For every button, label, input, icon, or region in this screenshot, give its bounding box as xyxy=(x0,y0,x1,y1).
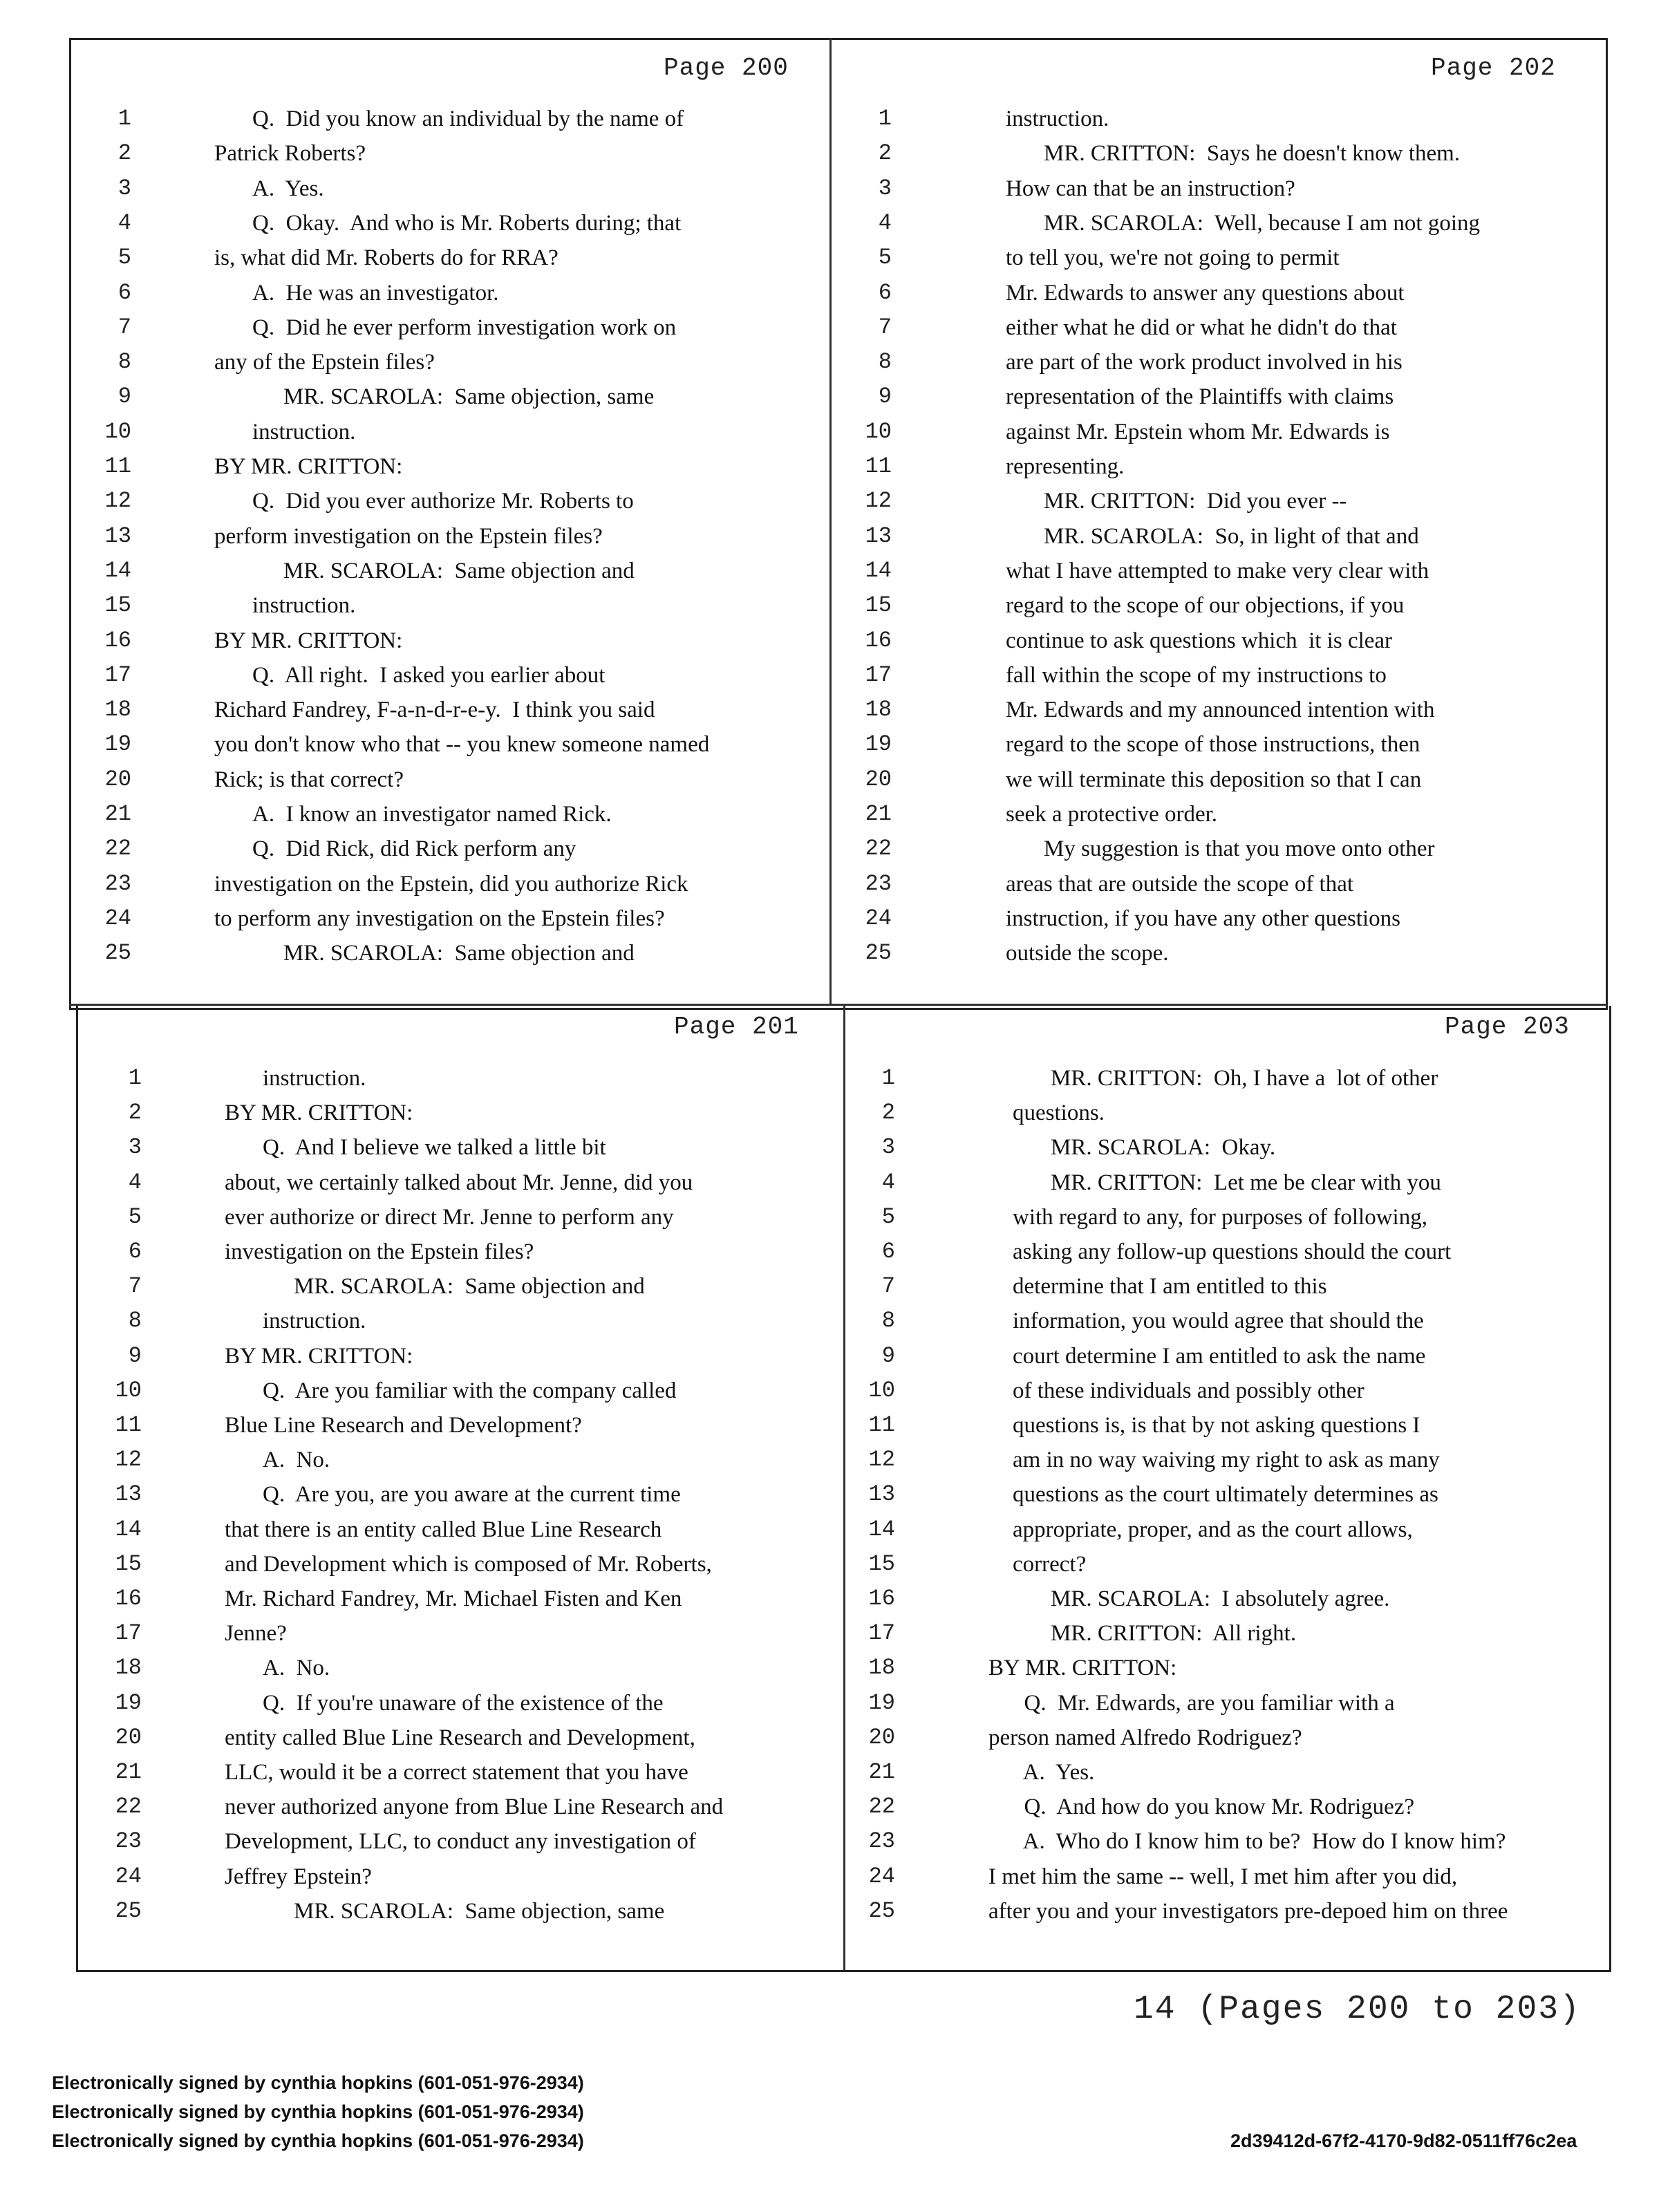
line-number: 14 xyxy=(868,1516,895,1542)
line-number: 3 xyxy=(881,1134,895,1161)
line-number: 1 xyxy=(128,1065,142,1091)
line-number: 19 xyxy=(115,1689,142,1716)
transcript-line: MR. SCAROLA: Well, because I am not going xyxy=(1044,210,1481,236)
line-number: 17 xyxy=(104,662,131,688)
line-number: 8 xyxy=(118,349,131,375)
page-number-label: Page 200 xyxy=(664,54,789,82)
line-number: 5 xyxy=(881,1203,895,1230)
transcript-line: appropriate, proper, and as the court allows, xyxy=(1013,1517,1413,1542)
line-number: 14 xyxy=(115,1516,142,1542)
transcript-line: MR. SCAROLA: I absolutely agree. xyxy=(1051,1586,1390,1611)
line-number: 12 xyxy=(868,1447,895,1473)
line-number: 4 xyxy=(878,209,892,236)
transcript-line: Q. If you're unaware of the existence of the xyxy=(263,1690,664,1716)
line-number: 1 xyxy=(881,1065,895,1091)
transcript-line: is, what did Mr. Roberts do for RRA? xyxy=(214,245,559,271)
line-number: 11 xyxy=(868,1412,895,1438)
line-number: 11 xyxy=(865,453,892,479)
line-number: 21 xyxy=(115,1759,142,1785)
transcript-line: never authorized anyone from Blue Line Research and xyxy=(225,1794,724,1820)
transcript-line: My suggestion is that you move onto other xyxy=(1044,836,1435,862)
line-number: 13 xyxy=(104,523,131,549)
transcript-line: am in no way waiving my right to ask as many xyxy=(1013,1447,1440,1473)
column-divider-bottom xyxy=(843,1006,845,1970)
line-number: 18 xyxy=(115,1655,142,1681)
transcript-line: Q. Are you, are you aware at the current time xyxy=(263,1482,681,1508)
transcript-line: Mr. Richard Fandrey, Mr. Michael Fisten and Ken xyxy=(225,1586,682,1611)
line-number: 21 xyxy=(865,801,892,827)
line-number: 16 xyxy=(865,627,892,653)
line-number: 5 xyxy=(878,245,892,271)
line-number: 2 xyxy=(128,1100,142,1126)
transcript-line: questions as the court ultimately determines as xyxy=(1013,1482,1438,1508)
transcript-line: against Mr. Epstein whom Mr. Edwards is xyxy=(1006,419,1390,444)
transcript-line: A. I know an investigator named Rick. xyxy=(252,802,612,827)
transcript-line: MR. SCAROLA: Okay. xyxy=(1051,1135,1276,1161)
line-number: 13 xyxy=(868,1481,895,1508)
transcript-line: that there is an entity called Blue Line Research xyxy=(225,1517,662,1542)
transcript-line: either what he did or what he didn't do that xyxy=(1006,315,1397,340)
line-number: 24 xyxy=(868,1863,895,1889)
transcript-line: court determine I am entitled to ask the name xyxy=(1013,1343,1426,1369)
line-number: 3 xyxy=(878,175,892,201)
transcript-line: perform investigation on the Epstein files? xyxy=(214,523,603,549)
line-number: 12 xyxy=(104,488,131,514)
transcript-line: MR. SCAROLA: Same objection, same xyxy=(283,384,655,410)
transcript-line: Q. Did he ever perform investigation work on xyxy=(252,315,677,340)
line-number: 4 xyxy=(128,1169,142,1195)
transcript-line: instruction, if you have any other questions xyxy=(1006,906,1400,931)
line-number: 6 xyxy=(878,279,892,306)
transcript-line: to tell you, we're not going to permit xyxy=(1006,245,1340,271)
line-number: 12 xyxy=(115,1447,142,1473)
line-number: 25 xyxy=(868,1897,895,1924)
transcript-line: we will terminate this deposition so that I can xyxy=(1006,767,1422,792)
transcript-line: instruction. xyxy=(263,1309,366,1334)
transcript-line: with regard to any, for purposes of following, xyxy=(1013,1204,1427,1230)
transcript-line: A. No. xyxy=(263,1656,330,1681)
line-number: 25 xyxy=(115,1897,142,1924)
transcript-line: A. Yes. xyxy=(252,176,324,201)
page-number-label: Page 202 xyxy=(1431,54,1556,82)
document-hash: 2d39412d-67f2-4170-9d82-0511ff76c2ea xyxy=(1230,2130,1577,2151)
transcript-line: representing. xyxy=(1006,454,1125,479)
line-number: 2 xyxy=(878,140,892,167)
transcript-line: questions. xyxy=(1013,1100,1105,1126)
line-number: 17 xyxy=(865,662,892,688)
transcript-line: instruction. xyxy=(252,419,356,444)
transcript-line: BY MR. CRITTON: xyxy=(988,1656,1177,1681)
line-number: 25 xyxy=(865,940,892,966)
line-number: 17 xyxy=(868,1620,895,1647)
transcript-line: ever authorize or direct Mr. Jenne to perform any xyxy=(225,1204,674,1230)
line-number: 11 xyxy=(104,453,131,479)
line-number: 9 xyxy=(881,1342,895,1369)
line-number: 13 xyxy=(865,523,892,549)
transcript-line: BY MR. CRITTON: xyxy=(225,1100,413,1126)
transcript-line: and Development which is composed of Mr. Roberts, xyxy=(225,1551,712,1577)
transcript-line: Q. Mr. Edwards, are you familiar with a xyxy=(1013,1690,1395,1716)
line-number: 16 xyxy=(868,1586,895,1611)
transcript-line: MR. SCAROLA: Same objection and xyxy=(283,558,635,583)
transcript-line: Richard Fandrey, F-a-n-d-r-e-y. I think you said xyxy=(214,697,655,723)
line-number: 8 xyxy=(881,1308,895,1334)
line-number: 19 xyxy=(868,1689,895,1716)
line-number: 14 xyxy=(104,557,131,583)
transcript-line: any of the Epstein files? xyxy=(214,350,435,375)
transcript-line: MR. SCAROLA: So, in light of that and xyxy=(1044,523,1419,549)
line-number: 22 xyxy=(104,836,131,862)
column-divider-top xyxy=(829,38,832,1006)
line-number: 22 xyxy=(868,1794,895,1820)
line-number: 12 xyxy=(865,488,892,514)
line-number: 8 xyxy=(878,349,892,375)
line-number: 20 xyxy=(104,766,131,792)
line-number: 5 xyxy=(128,1203,142,1230)
line-number: 6 xyxy=(128,1239,142,1264)
signature-line: Electronically signed by cynthia hopkins (601-051-976-2934) xyxy=(52,2130,584,2151)
transcript-line: determine that I am entitled to this xyxy=(1013,1274,1327,1300)
line-number: 4 xyxy=(118,209,131,236)
line-number: 20 xyxy=(865,766,892,792)
line-number: 7 xyxy=(128,1273,142,1300)
transcript-line: Q. And I believe we talked a little bit xyxy=(263,1135,606,1161)
line-number: 23 xyxy=(865,870,892,897)
line-number: 9 xyxy=(118,384,131,410)
line-number: 10 xyxy=(115,1377,142,1403)
line-number: 16 xyxy=(115,1586,142,1611)
transcript-line: How can that be an instruction? xyxy=(1006,176,1295,201)
line-number: 6 xyxy=(881,1239,895,1264)
line-number: 2 xyxy=(881,1100,895,1126)
line-number: 17 xyxy=(115,1620,142,1647)
transcript-line: MR. SCAROLA: Same objection, same xyxy=(294,1898,665,1924)
line-number: 10 xyxy=(104,418,131,444)
line-number: 3 xyxy=(128,1134,142,1161)
line-number: 15 xyxy=(115,1550,142,1577)
line-number: 13 xyxy=(115,1481,142,1508)
transcript-line: to perform any investigation on the Epstein files? xyxy=(214,906,665,931)
transcript-line: I met him the same -- well, I met him after you did, xyxy=(988,1864,1458,1889)
signature-line: Electronically signed by cynthia hopkins (601-051-976-2934) xyxy=(52,2072,584,2093)
transcript-line: Jeffrey Epstein? xyxy=(225,1864,372,1889)
transcript-line: A. Who do I know him to be? How do I know him? xyxy=(1013,1829,1506,1855)
line-number: 3 xyxy=(118,175,131,201)
line-number: 16 xyxy=(104,627,131,653)
transcript-line: Q. Are you familiar with the company called xyxy=(263,1378,677,1403)
line-number: 21 xyxy=(104,801,131,827)
transcript-line: entity called Blue Line Research and Development, xyxy=(225,1725,695,1750)
transcript-line: instruction. xyxy=(263,1066,366,1091)
transcript-line: after you and your investigators pre-depoed him on three xyxy=(988,1898,1508,1924)
transcript-line: A. Yes. xyxy=(1013,1760,1095,1785)
transcript-line: BY MR. CRITTON: xyxy=(225,1343,413,1369)
transcript-line: A. No. xyxy=(263,1447,330,1473)
transcript-line: investigation on the Epstein files? xyxy=(225,1239,534,1264)
line-number: 10 xyxy=(865,418,892,444)
line-number: 24 xyxy=(104,905,131,931)
pages-range-footer: 14 (Pages 200 to 203) xyxy=(1134,1991,1581,2028)
transcript-line: representation of the Plaintiffs with claims xyxy=(1006,384,1394,410)
transcript-line: are part of the work product involved in his xyxy=(1006,350,1403,375)
line-number: 18 xyxy=(104,697,131,723)
line-number: 10 xyxy=(868,1377,895,1403)
line-number: 20 xyxy=(115,1724,142,1750)
line-number: 11 xyxy=(115,1412,142,1438)
transcript-line: MR. CRITTON: Did you ever -- xyxy=(1044,489,1347,514)
transcript-line: MR. CRITTON: All right. xyxy=(1051,1621,1297,1647)
transcript-line: MR. SCAROLA: Same objection and xyxy=(294,1274,645,1300)
transcript-line: investigation on the Epstein, did you authorize Rick xyxy=(214,871,688,897)
line-number: 19 xyxy=(865,731,892,758)
line-number: 7 xyxy=(118,314,131,340)
line-number: 7 xyxy=(881,1273,895,1300)
transcript-line: LLC, would it be a correct statement that you have xyxy=(225,1760,688,1785)
transcript-line: Q. Okay. And who is Mr. Roberts during; that xyxy=(252,210,682,236)
signature-line: Electronically signed by cynthia hopkins (601-051-976-2934) xyxy=(52,2101,584,2122)
transcript-line: of these individuals and possibly other xyxy=(1013,1378,1364,1403)
line-number: 20 xyxy=(868,1724,895,1750)
transcript-line: Q. And how do you know Mr. Rodriguez? xyxy=(1013,1794,1415,1820)
line-number: 9 xyxy=(878,384,892,410)
line-number: 18 xyxy=(865,697,892,723)
line-number: 8 xyxy=(128,1308,142,1334)
transcript-line: Rick; is that correct? xyxy=(214,767,404,792)
transcript-line: MR. CRITTON: Says he doesn't know them. xyxy=(1044,141,1461,167)
transcript-line: areas that are outside the scope of that xyxy=(1006,871,1354,897)
transcript-line: person named Alfredo Rodriguez? xyxy=(988,1725,1302,1750)
line-number: 9 xyxy=(128,1342,142,1369)
transcript-line: instruction. xyxy=(252,593,356,619)
transcript-line: A. He was an investigator. xyxy=(252,280,499,306)
transcript-line: Q. Did Rick, did Rick perform any xyxy=(252,836,576,862)
transcript-line: asking any follow-up questions should the court xyxy=(1013,1239,1452,1264)
line-number: 18 xyxy=(868,1655,895,1681)
line-number: 23 xyxy=(115,1828,142,1855)
line-number: 24 xyxy=(865,905,892,931)
line-number: 6 xyxy=(118,279,131,306)
transcript-line: BY MR. CRITTON: xyxy=(214,628,403,653)
line-number: 15 xyxy=(865,592,892,619)
line-number: 14 xyxy=(865,557,892,583)
line-number: 24 xyxy=(115,1863,142,1889)
line-number: 4 xyxy=(881,1169,895,1195)
transcript-line: information, you would agree that should the xyxy=(1013,1309,1424,1334)
transcript-line: Mr. Edwards to answer any questions about xyxy=(1006,280,1405,306)
line-number: 23 xyxy=(868,1828,895,1855)
transcript-line: MR. CRITTON: Let me be clear with you xyxy=(1051,1170,1441,1195)
transcript-line: correct? xyxy=(1013,1551,1087,1577)
transcript-line: instruction. xyxy=(1006,106,1109,131)
transcript-line: questions is, is that by not asking questions I xyxy=(1013,1413,1420,1438)
page-number-label: Page 201 xyxy=(674,1013,799,1041)
page-number-label: Page 203 xyxy=(1445,1013,1570,1041)
transcript-line: MR. SCAROLA: Same objection and xyxy=(283,941,635,966)
line-number: 22 xyxy=(865,836,892,862)
line-number: 22 xyxy=(115,1794,142,1820)
row-divider xyxy=(69,1004,1607,1006)
transcript-line: you don't know who that -- you knew someone named xyxy=(214,732,710,758)
transcript-line: Q. Did you know an individual by the name of xyxy=(252,106,684,131)
line-number: 15 xyxy=(104,592,131,619)
transcript-line: MR. CRITTON: Oh, I have a lot of other xyxy=(1051,1066,1438,1091)
transcript-line: Patrick Roberts? xyxy=(214,141,366,167)
line-number: 1 xyxy=(118,106,131,131)
line-number: 1 xyxy=(878,106,892,131)
line-number: 5 xyxy=(118,245,131,271)
line-number: 21 xyxy=(868,1759,895,1785)
transcript-line: continue to ask questions which it is clear xyxy=(1006,628,1393,653)
line-number: 15 xyxy=(868,1550,895,1577)
transcript-line: Blue Line Research and Development? xyxy=(225,1413,582,1438)
transcript-line: Q. Did you ever authorize Mr. Roberts to xyxy=(252,489,634,514)
transcript-line: BY MR. CRITTON: xyxy=(214,454,403,479)
transcript-line: Development, LLC, to conduct any investigation of xyxy=(225,1829,696,1855)
line-number: 7 xyxy=(878,314,892,340)
line-number: 23 xyxy=(104,870,131,897)
transcript-line: outside the scope. xyxy=(1006,941,1169,966)
transcript-line: about, we certainly talked about Mr. Jenne, did you xyxy=(225,1170,693,1195)
transcript-line: regard to the scope of those instructions, then xyxy=(1006,732,1420,758)
transcript-line: Jenne? xyxy=(225,1621,287,1647)
transcript-line: regard to the scope of our objections, if you xyxy=(1006,593,1405,619)
transcript-line: Q. All right. I asked you earlier about xyxy=(252,662,606,688)
line-number: 19 xyxy=(104,731,131,758)
line-number: 2 xyxy=(118,140,131,167)
transcript-line: what I have attempted to make very clear with xyxy=(1006,558,1429,583)
line-number: 25 xyxy=(104,940,131,966)
transcript-line: seek a protective order. xyxy=(1006,802,1218,827)
transcript-line: Mr. Edwards and my announced intention with xyxy=(1006,697,1435,723)
transcript-line: fall within the scope of my instructions to xyxy=(1006,662,1387,688)
